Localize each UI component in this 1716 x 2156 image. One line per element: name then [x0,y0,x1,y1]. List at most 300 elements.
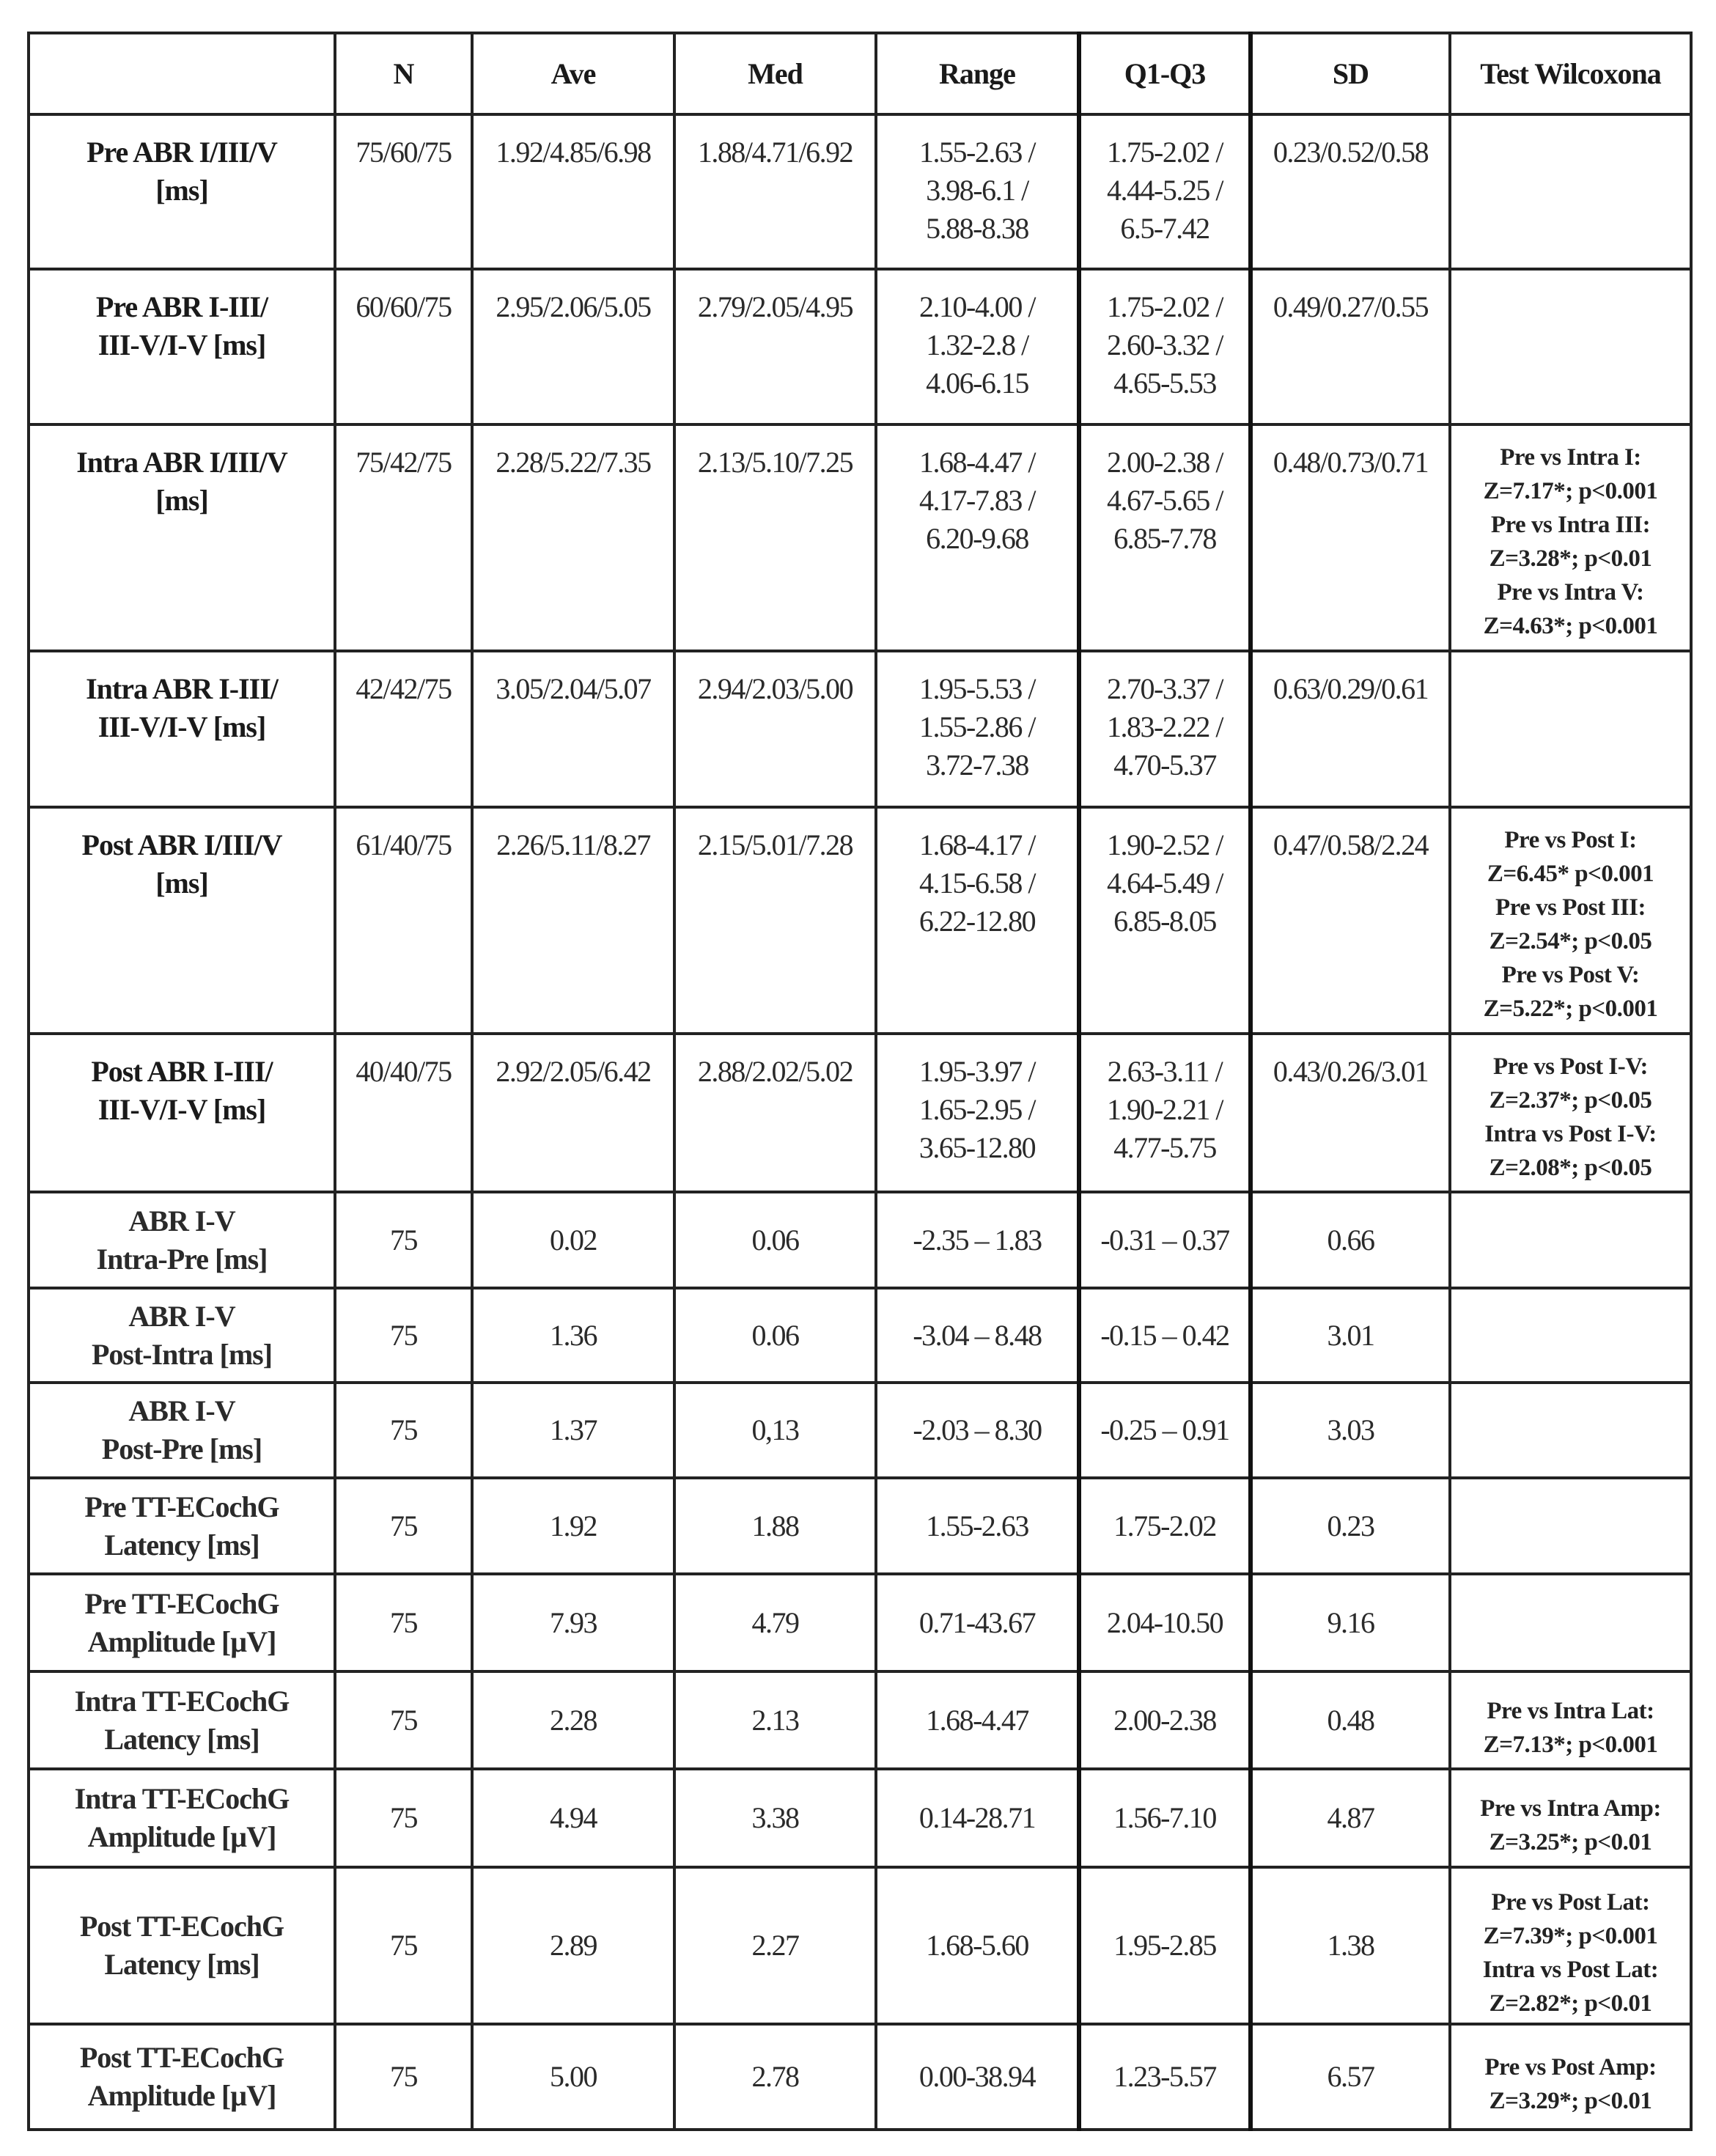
header-blank [29,33,335,114]
cell-range-line: 1.68-4.47 / [919,446,1035,479]
row-label [29,2024,335,2130]
cell-range-line: -2.03 – 8.30 [913,1413,1042,1446]
table-row [29,1574,1691,1671]
cell-med-line: 4.79 [751,1605,799,1639]
cell-n [335,269,472,424]
cell-med-line: 2.88/2.02/5.02 [697,1055,853,1088]
cell-med-line: 3.38 [751,1801,799,1834]
cell-q1-q3-line: 4.77-5.75 [1113,1131,1216,1164]
row-label-line: ABR I-V [128,1299,235,1333]
row-label [29,114,335,269]
cell-q1-q3-line: 4.70-5.37 [1113,748,1216,781]
table-row [29,114,1691,269]
cell-test-wilcoxon-line: Pre vs Intra Lat: [1487,1697,1654,1724]
cell-test-wilcoxon [1450,1192,1691,1288]
cell-q1-q3-line: 1.83-2.22 / [1107,710,1223,743]
cell-sd [1251,1478,1450,1574]
header-range: Range [876,33,1079,114]
cell-sd-line: 0.48/0.73/0.71 [1273,446,1429,479]
cell-test-wilcoxon-line: Z=7.13*; p<0.001 [1483,1731,1658,1758]
cell-test-wilcoxon [1450,424,1691,651]
cell-range [876,1574,1079,1671]
row-label-line: Pre TT-ECochG [84,1586,279,1620]
row-label-line: III-V/I-V [ms] [97,1093,266,1126]
table-row [29,1867,1691,2024]
cell-test-wilcoxon [1450,1034,1691,1192]
cell-med [674,1383,876,1478]
cell-med [674,1192,876,1288]
cell-med [674,1288,876,1383]
cell-range [876,1867,1079,2024]
cell-range [876,2024,1079,2130]
cell-ave [472,1867,674,2024]
row-label-line: Amplitude [µV] [87,2079,276,2112]
cell-test-wilcoxon-line: Z=5.22*; p<0.001 [1483,996,1658,1022]
cell-range-line: 1.65-2.95 / [919,1093,1035,1126]
row-label-line: Intra ABR I/III/V [76,446,287,479]
row-label-line: Intra-Pre [ms] [96,1242,268,1276]
cell-test-wilcoxon-line: Pre vs Post I: [1504,827,1637,853]
cell-n-line: 42/42/75 [356,672,452,705]
row-label-line: Pre ABR I-III/ [95,290,268,323]
cell-ave [472,807,674,1034]
header-n: N [335,33,472,114]
cell-n [335,1383,472,1478]
cell-sd-line: 6.57 [1327,2060,1374,2093]
cell-q1-q3 [1079,651,1251,807]
cell-n [335,2024,472,2130]
table-row [29,1383,1691,1478]
cell-n-line: 75/42/75 [356,446,452,479]
cell-q1-q3-line: 4.44-5.25 / [1107,174,1223,207]
cell-q1-q3-line: 1.75-2.02 / [1107,136,1223,169]
row-label-line: Intra ABR I-III/ [86,672,278,705]
cell-q1-q3-line: 1.90-2.21 / [1107,1093,1223,1126]
cell-range [876,1478,1079,1574]
cell-test-wilcoxon-line: Pre vs Post Amp: [1484,2054,1657,2080]
table-row [29,1478,1691,1574]
cell-ave-line: 5.00 [550,2060,597,2093]
cell-n-line: 40/40/75 [356,1055,452,1088]
cell-sd-line: 3.03 [1327,1413,1374,1446]
cell-sd [1251,1034,1450,1192]
cell-range [876,424,1079,651]
row-label-line: Post TT-ECochG [79,2041,284,2074]
cell-sd-line: 0.47/0.58/2.24 [1273,828,1429,861]
cell-sd [1251,424,1450,651]
header-med: Med [674,33,876,114]
cell-range [876,1671,1079,1769]
cell-sd [1251,1769,1450,1867]
cell-sd [1251,1867,1450,2024]
cell-q1-q3-line: 1.56-7.10 [1113,1801,1216,1834]
row-label-line: Amplitude [µV] [87,1625,276,1658]
cell-ave [472,2024,674,2130]
cell-test-wilcoxon-line: Intra vs Post I-V: [1484,1121,1657,1147]
cell-q1-q3-line: 1.95-2.85 [1113,1929,1216,1962]
cell-range [876,1769,1079,1867]
cell-n [335,1288,472,1383]
cell-ave-line: 0.02 [550,1223,597,1257]
table-row [29,1288,1691,1383]
row-label [29,1034,335,1192]
cell-med [674,651,876,807]
cell-test-wilcoxon-line: Z=2.82*; p<0.01 [1489,1990,1652,2017]
cell-q1-q3-line: 4.65-5.53 [1113,367,1216,400]
cell-n-line: 75 [390,1703,417,1737]
cell-test-wilcoxon [1450,807,1691,1034]
cell-sd [1251,651,1450,807]
cell-n [335,807,472,1034]
cell-test-wilcoxon-line: Z=7.39*; p<0.001 [1483,1923,1658,1949]
cell-range-line: 6.22-12.80 [918,905,1036,938]
cell-range-line: 1.55-2.63 [926,1509,1028,1542]
cell-med-line: 2.79/2.05/4.95 [697,290,853,323]
cell-med [674,1034,876,1192]
cell-q1-q3 [1079,1671,1251,1769]
row-label-line: Latency [ms] [104,1722,259,1756]
cell-med [674,269,876,424]
cell-test-wilcoxon [1450,1769,1691,1867]
cell-ave-line: 1.92 [550,1509,597,1542]
cell-sd [1251,2024,1450,2130]
table-row [29,1034,1691,1192]
row-label-line: Pre TT-ECochG [84,1490,279,1523]
row-label-line: Post TT-ECochG [79,1910,284,1943]
cell-n-line: 75 [390,2060,417,2093]
cell-n [335,1671,472,1769]
cell-sd [1251,807,1450,1034]
cell-q1-q3-line: 1.75-2.02 / [1107,290,1223,323]
cell-med [674,114,876,269]
table-row [29,269,1691,424]
cell-ave-line: 3.05/2.04/5.07 [496,672,651,705]
row-label [29,1383,335,1478]
row-label-line: III-V/I-V [ms] [97,328,266,361]
cell-q1-q3-line: 6.5-7.42 [1120,212,1209,245]
cell-range-line: 0.71-43.67 [918,1605,1036,1639]
cell-ave-line: 2.26/5.11/8.27 [496,828,650,861]
cell-test-wilcoxon-line: Pre vs Intra I: [1500,444,1641,471]
cell-sd [1251,1383,1450,1478]
cell-n [335,1574,472,1671]
cell-ave [472,114,674,269]
row-label [29,1671,335,1769]
row-label [29,807,335,1034]
cell-med-line: 0,13 [751,1413,799,1446]
row-label-line: [ms] [155,174,208,207]
cell-n [335,424,472,651]
header-q1-q3: Q1-Q3 [1079,33,1251,114]
cell-n-line: 61/40/75 [356,828,452,861]
cell-ave-line: 2.92/2.05/6.42 [496,1055,651,1088]
cell-n [335,114,472,269]
cell-test-wilcoxon-line: Z=3.28*; p<0.01 [1489,545,1652,572]
cell-test-wilcoxon-line: Z=2.37*; p<0.05 [1489,1087,1652,1114]
cell-test-wilcoxon-line: Pre vs Intra V: [1497,579,1644,606]
cell-sd-line: 0.49/0.27/0.55 [1273,290,1429,323]
cell-sd [1251,114,1450,269]
row-label [29,1574,335,1671]
header-ave: Ave [472,33,674,114]
cell-q1-q3-line: 1.23-5.57 [1113,2060,1216,2093]
cell-range-line: 2.10-4.00 / [919,290,1035,323]
cell-test-wilcoxon-line: Z=2.54*; p<0.05 [1489,928,1652,954]
cell-test-wilcoxon-line: Pre vs Post Lat: [1491,1889,1650,1916]
cell-range-line: 6.20-9.68 [926,522,1028,555]
table-row [29,424,1691,651]
cell-ave-line: 7.93 [550,1605,597,1639]
cell-ave [472,424,674,651]
cell-range-line: 1.95-3.97 / [919,1055,1035,1088]
cell-test-wilcoxon-line: Z=3.29*; p<0.01 [1489,2088,1652,2114]
cell-test-wilcoxon-line: Z=2.08*; p<0.05 [1489,1155,1652,1181]
cell-range-line: 1.32-2.8 / [926,328,1028,361]
cell-q1-q3 [1079,2024,1251,2130]
cell-sd [1251,1574,1450,1671]
table-row [29,807,1691,1034]
row-label-line: Post ABR I-III/ [91,1055,273,1088]
cell-range [876,269,1079,424]
row-label-line: Post-Pre [ms] [101,1432,262,1465]
cell-q1-q3-line: 2.60-3.32 / [1107,328,1223,361]
cell-med [674,2024,876,2130]
table-row [29,1671,1691,1769]
row-label-line: Latency [ms] [104,1528,259,1561]
cell-range [876,1383,1079,1478]
cell-ave [472,1288,674,1383]
cell-med [674,1769,876,1867]
cell-sd-line: 0.23 [1327,1509,1374,1542]
cell-med [674,1867,876,2024]
cell-ave [472,1574,674,1671]
cell-n [335,1478,472,1574]
cell-test-wilcoxon-line: Z=3.25*; p<0.01 [1489,1829,1652,1855]
cell-sd-line: 0.23/0.52/0.58 [1273,136,1429,169]
row-label [29,1867,335,2024]
cell-n-line: 75/60/75 [356,136,452,169]
cell-range [876,1034,1079,1192]
cell-sd-line: 1.38 [1327,1929,1374,1962]
cell-range [876,651,1079,807]
cell-med-line: 2.15/5.01/7.28 [697,828,853,861]
row-label-line: Intra TT-ECochG [74,1782,290,1815]
cell-test-wilcoxon [1450,1288,1691,1383]
row-label-line: III-V/I-V [ms] [97,710,266,743]
cell-ave [472,1383,674,1478]
cell-q1-q3-line: -0.15 – 0.42 [1100,1318,1229,1352]
cell-range-line: -2.35 – 1.83 [913,1223,1042,1257]
cell-ave [472,1034,674,1192]
cell-q1-q3-line: 4.67-5.65 / [1107,484,1223,517]
cell-range-line: 1.55-2.86 / [919,710,1035,743]
cell-range-line: 1.95-5.53 / [919,672,1035,705]
cell-n-line: 75 [390,1413,417,1446]
cell-med [674,1478,876,1574]
cell-n [335,1769,472,1867]
cell-sd [1251,1288,1450,1383]
cell-q1-q3 [1079,1192,1251,1288]
cell-range-line: 1.55-2.63 / [919,136,1035,169]
cell-ave [472,1192,674,1288]
cell-q1-q3 [1079,1769,1251,1867]
row-label [29,1769,335,1867]
cell-test-wilcoxon [1450,1867,1691,2024]
cell-range [876,1288,1079,1383]
cell-test-wilcoxon [1450,1383,1691,1478]
cell-ave-line: 2.95/2.06/5.05 [496,290,651,323]
row-label-line: ABR I-V [128,1204,235,1237]
cell-med-line: 0.06 [751,1318,799,1352]
cell-range [876,1192,1079,1288]
row-label-line: Post-Intra [ms] [91,1337,273,1371]
cell-range-line: 4.17-7.83 / [919,484,1035,517]
cell-n-line: 60/60/75 [356,290,452,323]
cell-q1-q3 [1079,807,1251,1034]
cell-ave-line: 2.28 [550,1703,597,1737]
cell-q1-q3-line: 2.00-2.38 / [1107,446,1223,479]
cell-med-line: 2.78 [751,2060,799,2093]
cell-sd-line: 0.43/0.26/3.01 [1273,1055,1429,1088]
cell-test-wilcoxon-line: Pre vs Post V: [1501,962,1640,988]
cell-n-line: 75 [390,1605,417,1639]
cell-sd-line: 0.48 [1327,1703,1374,1737]
cell-test-wilcoxon [1450,114,1691,269]
cell-n [335,651,472,807]
cell-med [674,807,876,1034]
cell-range-line: -3.04 – 8.48 [913,1318,1042,1352]
cell-range-line: 1.68-4.47 [926,1703,1028,1737]
table-row [29,1769,1691,1867]
cell-test-wilcoxon [1450,2024,1691,2130]
cell-med-line: 0.06 [751,1223,799,1257]
row-label-line: [ms] [155,867,208,899]
cell-range-line: 1.68-5.60 [926,1929,1028,1962]
cell-n-line: 75 [390,1509,417,1542]
cell-q1-q3 [1079,1574,1251,1671]
row-label [29,1192,335,1288]
cell-n [335,1192,472,1288]
cell-med-line: 1.88/4.71/6.92 [697,136,853,169]
cell-test-wilcoxon-line: Z=7.17*; p<0.001 [1483,478,1658,504]
cell-med-line: 2.13 [751,1703,799,1737]
cell-test-wilcoxon-line: Z=6.45* p<0.001 [1487,861,1654,887]
cell-ave-line: 4.94 [550,1801,597,1834]
cell-med [674,1574,876,1671]
cell-test-wilcoxon-line: Z=4.63*; p<0.001 [1483,613,1658,639]
cell-test-wilcoxon-line: Pre vs Post III: [1495,894,1646,921]
cell-range-line: 3.65-12.80 [918,1131,1036,1164]
cell-q1-q3-line: 1.90-2.52 / [1107,828,1223,861]
cell-med-line: 2.94/2.03/5.00 [697,672,853,705]
row-label-line: ABR I-V [128,1394,235,1427]
row-label [29,1478,335,1574]
row-label [29,424,335,651]
cell-q1-q3-line: 2.70-3.37 / [1107,672,1223,705]
cell-n-line: 75 [390,1318,417,1352]
cell-sd [1251,269,1450,424]
cell-ave-line: 1.36 [550,1318,597,1352]
cell-ave-line: 2.28/5.22/7.35 [496,446,651,479]
cell-sd [1251,1192,1450,1288]
cell-ave [472,1769,674,1867]
cell-ave [472,1671,674,1769]
cell-ave [472,1478,674,1574]
cell-q1-q3 [1079,1867,1251,2024]
row-label [29,269,335,424]
cell-q1-q3 [1079,1288,1251,1383]
cell-test-wilcoxon-line: Pre vs Post I-V: [1492,1053,1649,1080]
cell-sd-line: 3.01 [1327,1318,1374,1352]
cell-q1-q3-line: -0.31 – 0.37 [1100,1223,1229,1257]
row-label-line: Pre ABR I/III/V [86,136,277,169]
cell-n [335,1867,472,2024]
cell-q1-q3-line: -0.25 – 0.91 [1100,1413,1229,1446]
cell-range-line: 3.98-6.1 / [926,174,1028,207]
cell-med-line: 1.88 [751,1509,799,1542]
cell-range [876,807,1079,1034]
header-sd: SD [1251,33,1450,114]
cell-ave-line: 1.37 [550,1413,597,1446]
row-label-line: Post ABR I/III/V [81,828,282,861]
cell-med-line: 2.27 [751,1929,799,1962]
cell-sd-line: 0.66 [1327,1223,1374,1257]
cell-q1-q3 [1079,1478,1251,1574]
cell-q1-q3-line: 2.63-3.11 / [1107,1055,1223,1088]
cell-q1-q3-line: 2.04-10.50 [1106,1605,1223,1639]
cell-range-line: 4.06-6.15 [926,367,1028,400]
cell-sd [1251,1671,1450,1769]
cell-sd-line: 0.63/0.29/0.61 [1273,672,1429,705]
cell-q1-q3 [1079,114,1251,269]
cell-q1-q3 [1079,1034,1251,1192]
cell-range-line: 4.15-6.58 / [919,867,1035,899]
row-label-line: [ms] [155,484,208,517]
cell-test-wilcoxon [1450,269,1691,424]
cell-range-line: 0.00-38.94 [918,2060,1036,2093]
header-row [29,33,1691,114]
cell-q1-q3 [1079,269,1251,424]
row-label [29,1288,335,1383]
cell-ave-line: 2.89 [550,1929,597,1962]
cell-sd-line: 4.87 [1327,1801,1374,1834]
row-label [29,651,335,807]
cell-range-line: 1.68-4.17 / [919,828,1035,861]
cell-q1-q3-line: 6.85-7.78 [1113,522,1216,555]
cell-test-wilcoxon [1450,1574,1691,1671]
table-row [29,1192,1691,1288]
cell-n-line: 75 [390,1801,417,1834]
cell-med [674,424,876,651]
cell-ave [472,651,674,807]
cell-n [335,1034,472,1192]
cell-q1-q3-line: 1.75-2.02 [1113,1509,1216,1542]
cell-med [674,1671,876,1769]
cell-test-wilcoxon-line: Pre vs Intra III: [1490,512,1651,538]
cell-ave [472,269,674,424]
cell-test-wilcoxon [1450,651,1691,807]
cell-ave-line: 1.92/4.85/6.98 [496,136,651,169]
cell-q1-q3 [1079,1383,1251,1478]
cell-q1-q3-line: 2.00-2.38 [1113,1703,1216,1737]
row-label-line: Latency [ms] [104,1948,259,1981]
cell-med-line: 2.13/5.10/7.25 [697,446,853,479]
cell-n-line: 75 [390,1929,417,1962]
cell-test-wilcoxon-line: Intra vs Post Lat: [1482,1957,1659,1983]
cell-range-line: 3.72-7.38 [926,748,1028,781]
header-test-wilcoxona: Test Wilcoxona [1450,33,1691,114]
cell-test-wilcoxon [1450,1671,1691,1769]
